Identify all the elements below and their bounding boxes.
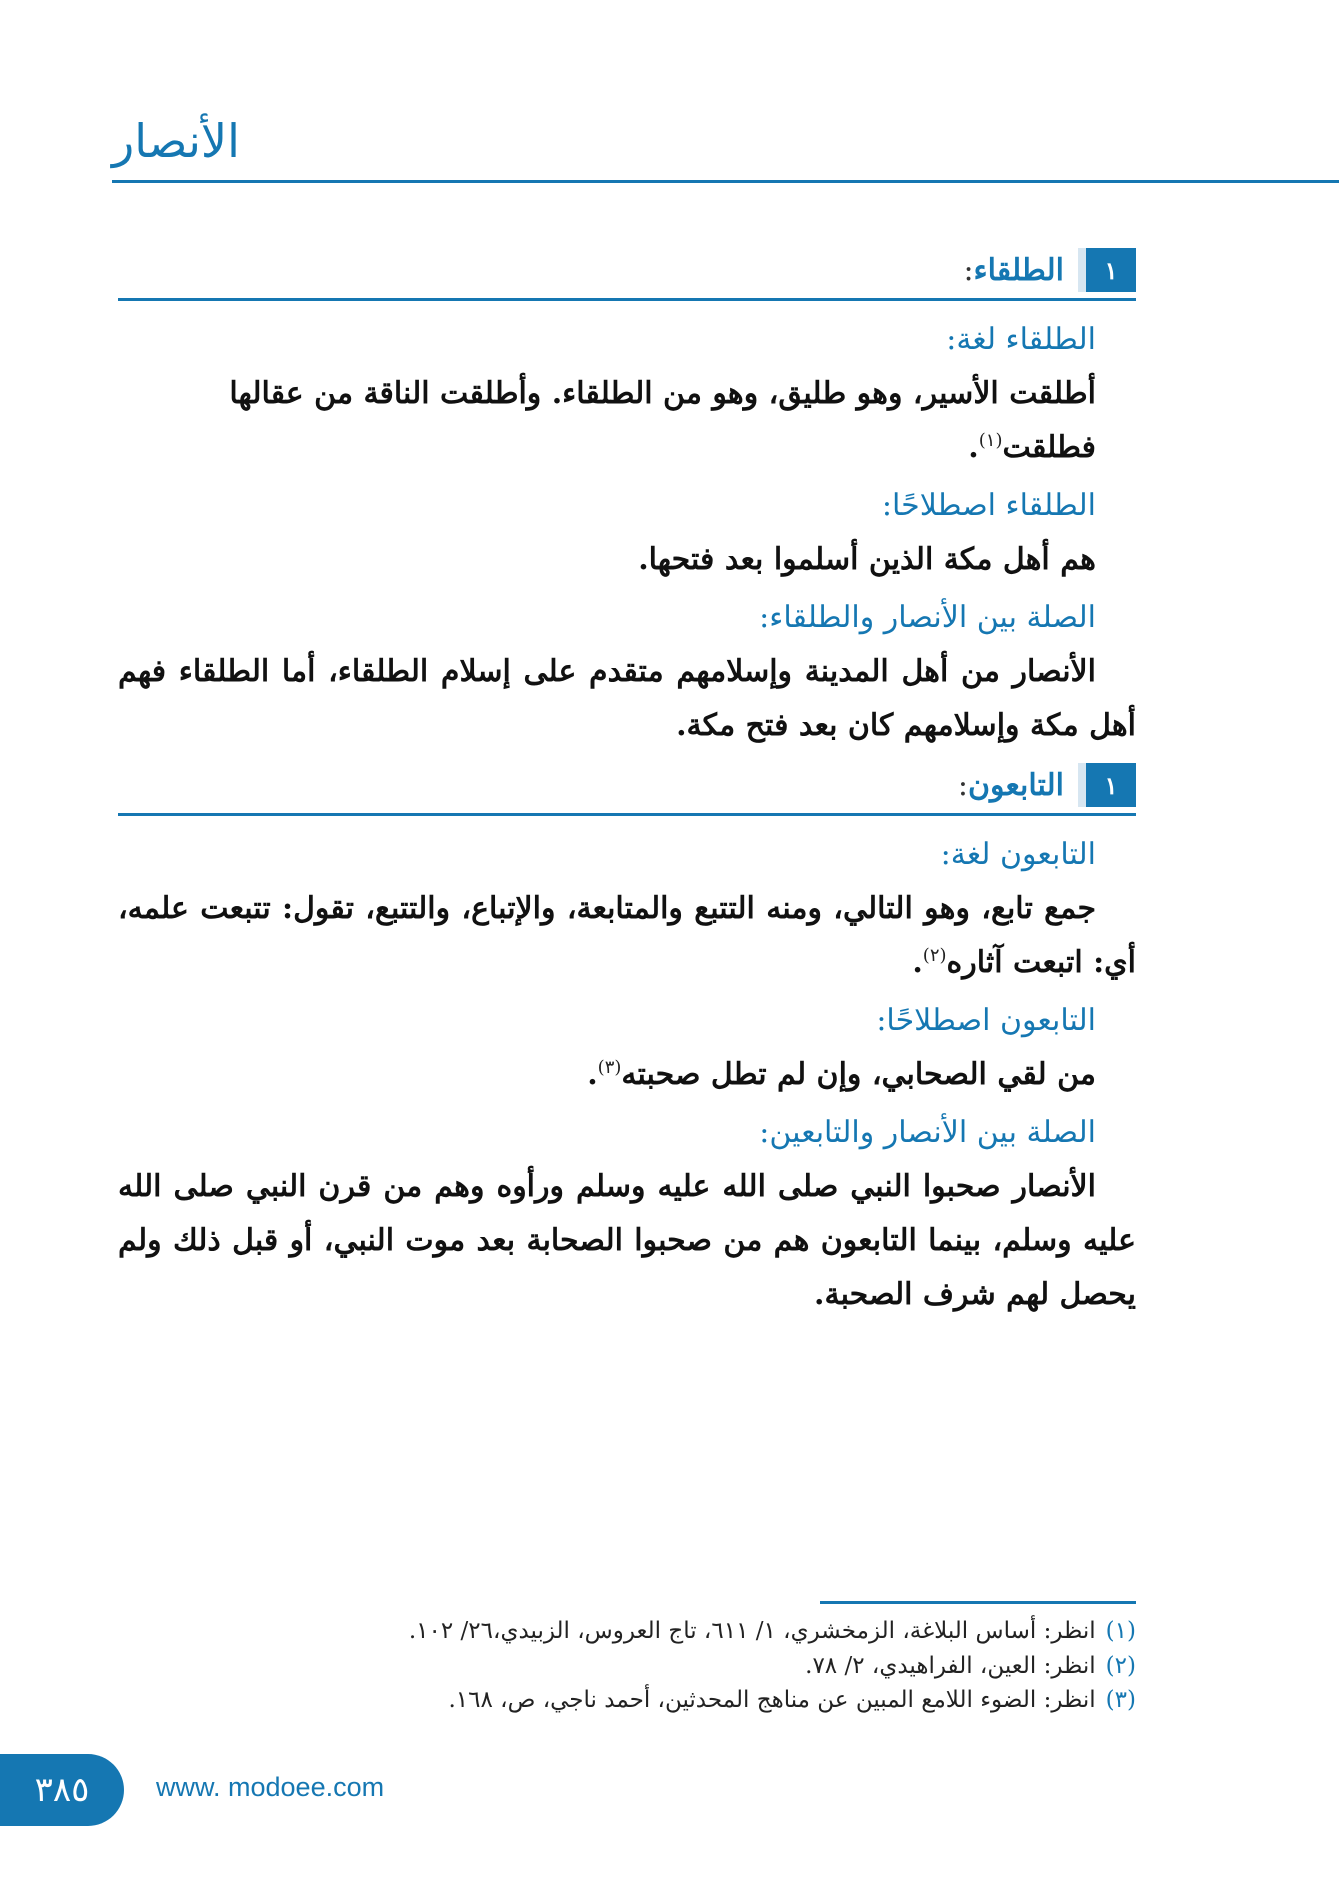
- section-number-badge: ١: [1078, 248, 1136, 292]
- footnote-ref-1[interactable]: (١): [978, 430, 1003, 451]
- lang-definition-heading: التابعون لغة:: [940, 837, 1096, 872]
- page-number-tab: ٣٨٥: [0, 1754, 124, 1826]
- running-header-title: الأنصار: [112, 114, 240, 168]
- term-definition-text: هم أهل مكة الذين أسلموا بعد فتحها.: [638, 542, 1096, 577]
- section-title: [963, 253, 1064, 288]
- header-rule: [112, 180, 1339, 183]
- footnote-text: انظر: أساس البلاغة، الزمخشري، ١/ ٦١١، تاج العروس، الزبيدي،٢٦/ ١٠٢.: [408, 1618, 1096, 1644]
- footnote-number: (٣): [1105, 1687, 1136, 1713]
- footnote-number: (١): [1105, 1618, 1136, 1644]
- section-title-colon: :: [957, 767, 968, 803]
- section-title-colon: :: [963, 252, 974, 288]
- section-title-text: التابعون: [967, 767, 1064, 803]
- relation-body: الأنصار من أهل المدينة وإسلامهم متقدم على إسلام الطلقاء، أما الطلقاء فهم أهل مكة وإسلامهم كان بعد فتح مكة.: [118, 654, 1136, 743]
- relation-text: [118, 1160, 1136, 1322]
- term-definition-body: من لقي الصحابي، وإن لم تطل صحبته: [621, 1057, 1096, 1092]
- footnote-number: (٢): [1105, 1652, 1136, 1679]
- term-definition-end: .: [587, 1057, 598, 1092]
- relation-heading: الصلة بين الأنصار والطلقاء:: [759, 600, 1096, 635]
- footnote-item: [300, 1614, 1136, 1649]
- website-link[interactable]: www. modoee.com: [156, 1772, 385, 1802]
- lang-definition-heading: الطلقاء لغة:: [946, 322, 1096, 357]
- term-definition-text: [118, 1048, 1136, 1102]
- footnote-item: [300, 1649, 1136, 1684]
- section-heading-tulaqa: [118, 248, 1136, 301]
- relation-body: الأنصار صحبوا النبي صلى الله عليه وسلم ورأوه وهم من قرن النبي صلى الله عليه وسلم، بينما التابعون هم من صحبوا الصحابة بعد موت النبي، أو قبل ذلك ولم يحصل لهم شرف الصحبة.: [118, 1169, 1136, 1312]
- footnotes: [300, 1614, 1136, 1718]
- term-definition-heading: التابعون اصطلاحًا:: [876, 1003, 1096, 1038]
- lang-definition-text: [118, 882, 1136, 990]
- lang-definition-body: جمع تابع، وهو التالي، ومنه التتبع والمتابعة، والإتباع، والتتبع، تقول: تتبعت علمه، أي: اتبعت آثاره: [118, 891, 1136, 980]
- lang-definition-body: أطلقت الأسير، وهو طليق، وهو من الطلقاء. وأطلقت الناقة من عقالها فطلقت: [229, 376, 1096, 465]
- section-title-text: الطلقاء: [973, 252, 1064, 288]
- footnote-text: انظر: العين، الفراهيدي، ٢/ ٧٨.: [805, 1652, 1096, 1679]
- lang-definition-end: .: [912, 945, 923, 980]
- lang-definition-end: .: [968, 430, 979, 465]
- footnote-ref-2[interactable]: (٢): [922, 945, 947, 966]
- section-number-badge: ١: [1078, 763, 1136, 807]
- section-heading-tabiun: [118, 763, 1136, 816]
- term-definition-heading: الطلقاء اصطلاحًا:: [881, 488, 1096, 523]
- relation-text: [118, 645, 1136, 753]
- footnote-item: [300, 1683, 1136, 1718]
- relation-heading: الصلة بين الأنصار والتابعين:: [759, 1115, 1096, 1150]
- section-title: [958, 768, 1064, 803]
- footnote-ref-3[interactable]: (٣): [597, 1057, 622, 1078]
- lang-definition-text: [118, 367, 1136, 475]
- footnote-text: انظر: الضوء اللامع المبين عن مناهج المحدثين، أحمد ناجي، ص، ١٦٨.: [448, 1687, 1096, 1713]
- footnote-separator: [820, 1601, 1136, 1604]
- page-body: [118, 248, 1136, 1328]
